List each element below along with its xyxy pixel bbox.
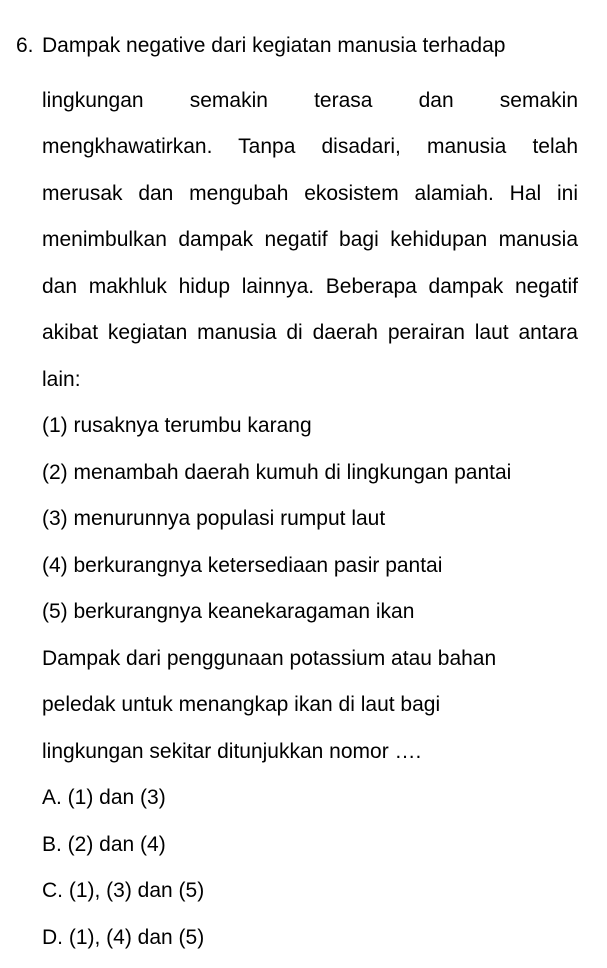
- question-body: [42, 78, 578, 962]
- question: [16, 31, 578, 961]
- answer-options: [42, 775, 578, 961]
- list-item: (5) berkurangnya keanekaragaman ikan: [42, 600, 415, 623]
- prompt-line: lingkungan sekitar ditunjukkan nomor ….: [42, 739, 422, 763]
- prompt-line: peledak untuk menangkap ikan di laut bagi: [42, 693, 441, 716]
- option-b[interactable]: B. (2) dan (4): [42, 832, 166, 856]
- list-item: (1) rusaknya terumbu karang: [42, 414, 312, 437]
- option-d[interactable]: D. (1), (4) dan (5): [42, 925, 205, 949]
- question-prompt: [42, 636, 578, 776]
- question-first-line: [16, 31, 578, 78]
- option-c[interactable]: C. (1), (3) dan (5): [42, 879, 205, 902]
- list-item: (3) menurunnya populasi rumput laut: [42, 507, 386, 530]
- list-item: (4) berkurangnya ketersediaan pasir pantai: [42, 553, 443, 577]
- option-a[interactable]: A. (1) dan (3): [42, 786, 166, 809]
- list-item: (2) menambah daerah kumuh di lingkungan pantai: [42, 460, 512, 484]
- item-list: [42, 403, 578, 636]
- question-stem: lingkungan semakin terasa dan semakin mengkhawatirkan. Tanpa disadari, manusia telah merusak dan mengubah ekosistem alamiah. Hal ini menimbulkan dampak negatif bagi kehidupan manusia dan makhluk hidup lainnya. Beberapa dampak negatif akibat kegiatan manusia di daerah perairan laut antara lain:: [42, 88, 578, 391]
- question-stem-first-line: Dampak negative dari kegiatan manusia terhadap: [42, 34, 506, 57]
- question-number: 6.: [16, 34, 34, 57]
- prompt-line: Dampak dari penggunaan potassium atau bahan: [42, 646, 497, 670]
